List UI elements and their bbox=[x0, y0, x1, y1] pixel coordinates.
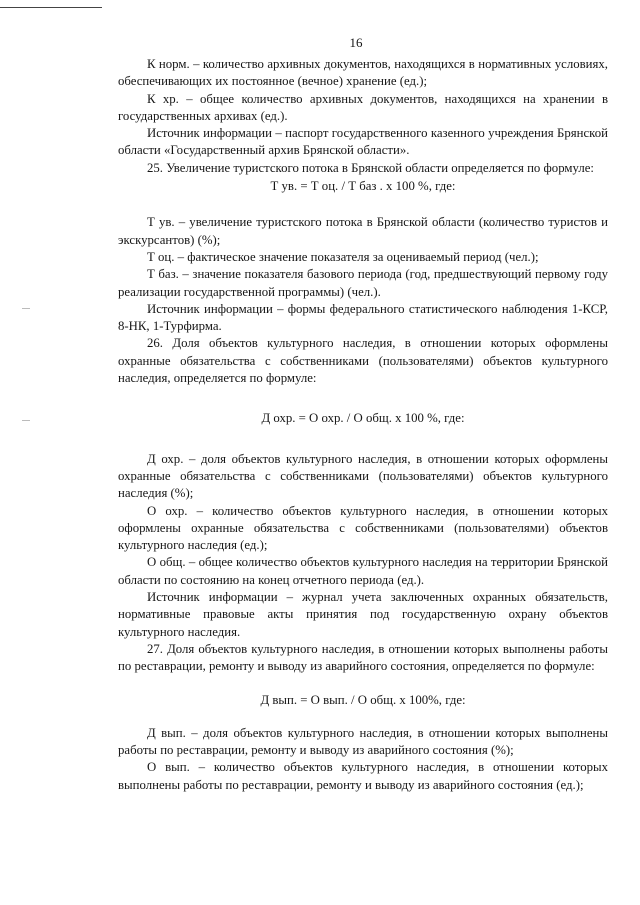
formula: Д вып. = О вып. / О общ. х 100%, где: bbox=[260, 692, 466, 707]
paragraph: Источник информации – паспорт государственного казенного учреждения Брянской области «Государственный архив Брянской области». bbox=[118, 126, 608, 158]
formula: Д охр. = О охр. / О общ. х 100 %, где: bbox=[261, 411, 465, 426]
paragraph: О охр. – количество объектов культурного наследия, в отношении которых оформлены охранные обязательства с собственниками (пользователями) объектов культурного наследия (ед.); bbox=[118, 503, 608, 553]
paragraph: О вып. – количество объектов культурного наследия, в отношении которых выполнены работы по реставрации, ремонту и выводу из аварийного состояния (ед.); bbox=[118, 760, 608, 792]
paragraph: Т ув. – увеличение туристского потока в Брянской области (количество туристов и экскурсантов) (%); bbox=[118, 215, 608, 247]
margin-mark bbox=[22, 308, 30, 309]
paragraph: Д охр. – доля объектов культурного наследия, в отношении которых оформлены охранные обязательства с собственниками (пользователями) объектов культурного наследия (%); bbox=[118, 451, 608, 501]
page-number: 16 bbox=[349, 35, 363, 50]
paragraph: Т баз. – значение показателя базового периода (год, предшествующий первому году реализации государственной программы) (чел.). bbox=[118, 267, 608, 299]
paragraph: К норм. – количество архивных документов, находящихся в нормативных условиях, обеспечивающих их постоянное (вечное) хранение (ед.); bbox=[118, 57, 608, 89]
paragraph: 25. Увеличение туристского потока в Брянской области определяется по формуле: bbox=[147, 160, 594, 175]
paragraph: Источник информации – журнал учета заключенных охранных обязательств, нормативные правовые акты принятия под государственную охрану объектов культурного наследия. bbox=[118, 590, 608, 639]
paragraph: 26. Доля объектов культурного наследия, в отношении которых оформлены охранные обязательства с собственниками (пользователями) объектов культурного наследия, определяется по формуле: bbox=[118, 336, 608, 386]
paragraph: Д вып. – доля объектов культурного наследия, в отношении которых выполнены работы по реставрации, ремонту и выводу из аварийного состояния (%); bbox=[118, 725, 608, 758]
paragraph: Т оц. – фактическое значение показателя за оцениваемый период (чел.); bbox=[147, 249, 539, 264]
margin-mark bbox=[22, 420, 30, 421]
paragraph: Источник информации – формы федерального статистического наблюдения 1-КСР, 8-НК, 1-Турфирма. bbox=[118, 301, 608, 334]
top-rule bbox=[0, 7, 102, 8]
paragraph: О общ. – общее количество объектов культурного наследия на территории Брянской области по состоянию на конец отчетного периода (ед.). bbox=[118, 555, 608, 587]
formula: Т ув. = Т оц. / Т баз . х 100 %, где: bbox=[270, 179, 456, 194]
paragraph: 27. Доля объектов культурного наследия, в отношении которых выполнены работы по реставрации, ремонту и выводу из аварийного состояния, определяется по формуле: bbox=[118, 641, 608, 674]
paragraph: К хр. – общее количество архивных документов, находящихся на хранении в государственных архивах (ед.). bbox=[118, 91, 608, 123]
document-body bbox=[118, 56, 608, 794]
